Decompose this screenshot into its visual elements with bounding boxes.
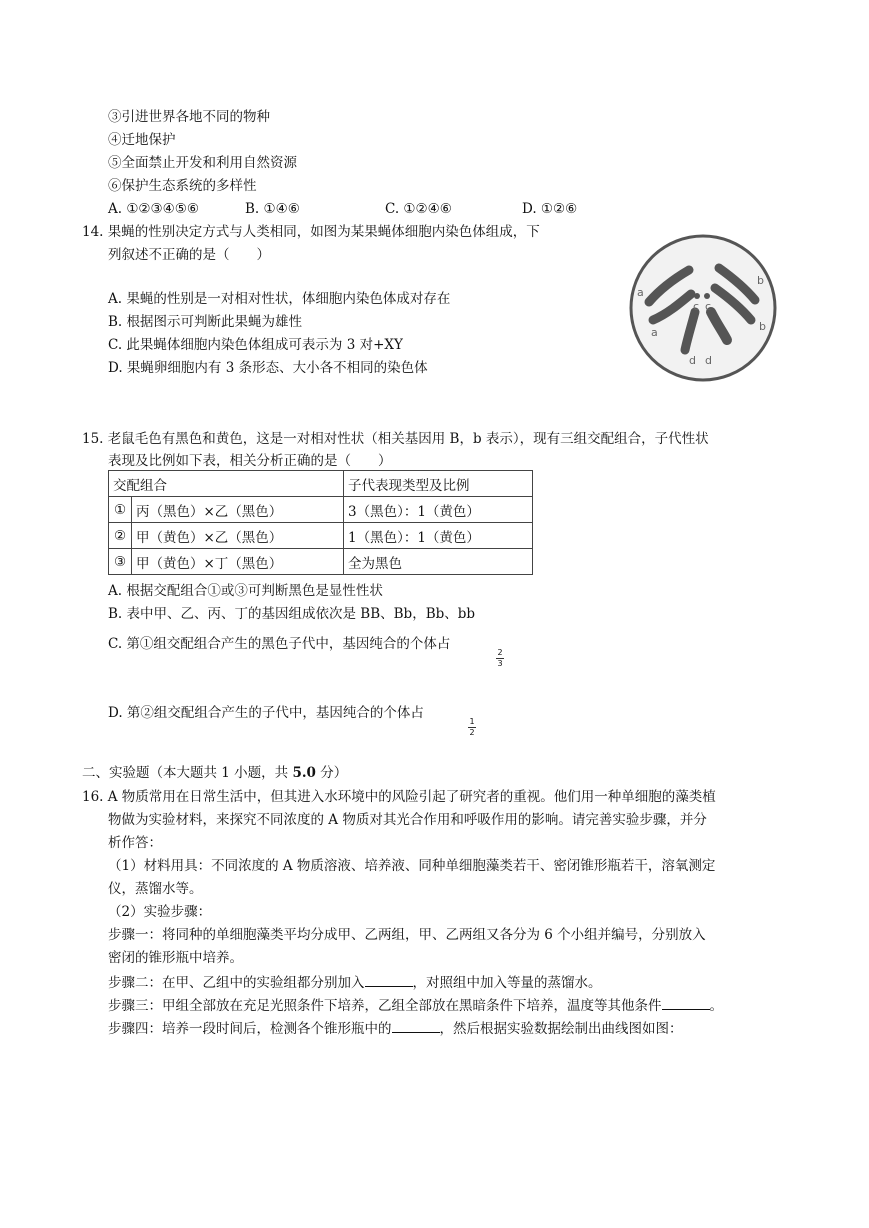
q15-stem-line1: 15. 老鼠毛色有黑色和黄色，这是一对相对性状（相关基因用 B，b 表示），现有三组交配组合，子代性状	[82, 431, 709, 447]
q13-option-b: B. ①④⑥	[245, 201, 300, 217]
q16-line-8: 密闭的锥形瓶中培养。	[108, 950, 243, 966]
label-b-2: b	[759, 320, 766, 333]
q14-option-d: D. 果蝇卵细胞内有 3 条形态、大小各不相同的染色体	[108, 360, 428, 376]
q15-option-d: D. 第②组交配组合产生的子代中，基因纯合的个体占	[108, 705, 424, 721]
step-2-blank[interactable]	[365, 972, 413, 987]
q16-line-4: （1）材料用具：不同浓度的 A 物质溶液、培养液、同种单细胞藻类若干、密闭锥形瓶若干，溶氧测定	[108, 858, 716, 874]
q13-item-6: ⑥保护生态系统的多样性	[108, 178, 257, 194]
q16-line-2: 物做为实验材料，来探究不同浓度的 A 物质对其光合作用和呼吸作用的影响。请完善实验步骤，并分	[108, 812, 707, 828]
q15-option-a: A. 根据交配组合①或③可判断黑色是显性性状	[108, 583, 383, 599]
q16-step-3	[108, 995, 723, 1015]
q14-option-c: C. 此果蝇体细胞内染色体组成可表示为 3 对+XY	[108, 337, 403, 353]
q16-line-6: （2）实验步骤：	[108, 904, 212, 920]
section-2-title	[82, 764, 347, 782]
q13-option-a: A. ①②③④⑤⑥	[108, 201, 199, 217]
q14-option-a: A. 果蝇的性别是一对相对性状，体细胞内染色体成对存在	[108, 291, 451, 307]
q14-stem-line1: 14. 果蝇的性别决定方式与人类相同，如图为某果蝇体细胞内染色体组成，下	[82, 224, 540, 240]
step-4-pre: 步骤四：培养一段时间后，检测各个锥形瓶中的	[108, 1021, 392, 1037]
q13-option-d: D. ①②⑥	[522, 201, 578, 217]
label-d-1: d	[689, 354, 696, 367]
q16-step-4	[108, 1018, 683, 1038]
row-no: ③	[109, 549, 132, 575]
step-4-blank[interactable]	[392, 1018, 440, 1033]
header-result: 子代表现类型及比例	[344, 471, 533, 497]
q15-stem-line2: 表现及比例如下表，相关分析正确的是（ ）	[108, 453, 392, 469]
q14-option-b: B. 根据图示可判断此果蝇为雄性	[108, 314, 303, 330]
section-2-title-pre: 二、实验题（本大题共 1 小题，共	[82, 765, 293, 781]
chromosome-c2	[704, 293, 710, 299]
q16-line-3: 析作答：	[108, 835, 162, 851]
label-d-2: d	[705, 354, 712, 367]
label-a-2: a	[651, 326, 658, 339]
row-result: 全为黑色	[344, 549, 533, 575]
row-cross: 甲（黄色）×乙（黑色）	[132, 523, 344, 549]
fraction-denominator: 2	[469, 728, 475, 737]
section-2-title-post: 分）	[315, 765, 348, 781]
label-b-1: b	[757, 274, 764, 287]
row-result: 3（黑色）：1（黄色）	[344, 497, 533, 523]
step-3-post: 。	[709, 998, 723, 1014]
q16-step-2	[108, 972, 602, 992]
q16-line-5: 仪，蒸馏水等。	[108, 881, 203, 897]
q13-item-3: ③引进世界各地不同的物种	[108, 109, 270, 125]
row-cross: 甲（黄色）×丁（黑色）	[132, 549, 344, 575]
fraction-denominator: 3	[497, 659, 503, 668]
step-2-post: ，对照组中加入等量的蒸馏水。	[412, 975, 602, 991]
q15-option-d-fraction	[468, 718, 476, 737]
cross-table	[108, 470, 533, 575]
step-3-pre: 步骤三：甲组全部放在充足光照条件下培养，乙组全部放在黑暗条件下培养，温度等其他条件	[108, 998, 662, 1014]
section-2-score: 5.0	[292, 765, 316, 781]
table-row	[109, 523, 533, 549]
label-a-1: a	[637, 286, 644, 299]
q16-line-1: 16. A 物质常用在日常生活中，但其进入水环境中的风险引起了研究者的重视。他们用一种单细胞的藻类植	[82, 789, 716, 805]
step-2-pre: 步骤二：在甲、乙组中的实验组都分别加入	[108, 975, 365, 991]
label-c-1: c	[693, 300, 700, 313]
fraction-numerator: 1	[469, 717, 475, 726]
header-cross: 交配组合	[109, 471, 344, 497]
q14-stem-line2: 列叙述不正确的是（ ）	[108, 247, 270, 263]
row-no: ①	[109, 497, 132, 523]
q15-option-b: B. 表中甲、乙、丙、丁的基因组成依次是 BB、Bb，Bb、bb	[108, 606, 476, 622]
q16-line-7: 步骤一：将同种的单细胞藻类平均分成甲、乙两组，甲、乙两组又各分为 6 个小组并编号，分别放入	[108, 927, 706, 943]
q13-item-5: ⑤全面禁止开发和利用自然资源	[108, 155, 297, 171]
q15-option-c: C. 第①组交配组合产生的黑色子代中，基因纯合的个体占	[108, 636, 451, 652]
row-result: 1（黑色）：1（黄色）	[344, 523, 533, 549]
table-row	[109, 497, 533, 523]
step-4-post: ，然后根据实验数据绘制出曲线图如图：	[439, 1021, 683, 1037]
table-row	[109, 549, 533, 575]
q15-option-c-fraction	[496, 649, 504, 668]
q13-item-4: ④迁地保护	[108, 132, 176, 148]
table-header-row	[109, 471, 533, 497]
row-no: ②	[109, 523, 132, 549]
chromosome-figure	[617, 232, 789, 384]
fraction-numerator: 2	[497, 648, 503, 657]
label-c-2: c	[705, 300, 712, 313]
q13-option-c: C. ①②④⑥	[385, 201, 452, 217]
chromosome-c1	[694, 293, 700, 299]
step-3-blank[interactable]	[662, 995, 710, 1010]
row-cross: 丙（黑色）×乙（黑色）	[132, 497, 344, 523]
